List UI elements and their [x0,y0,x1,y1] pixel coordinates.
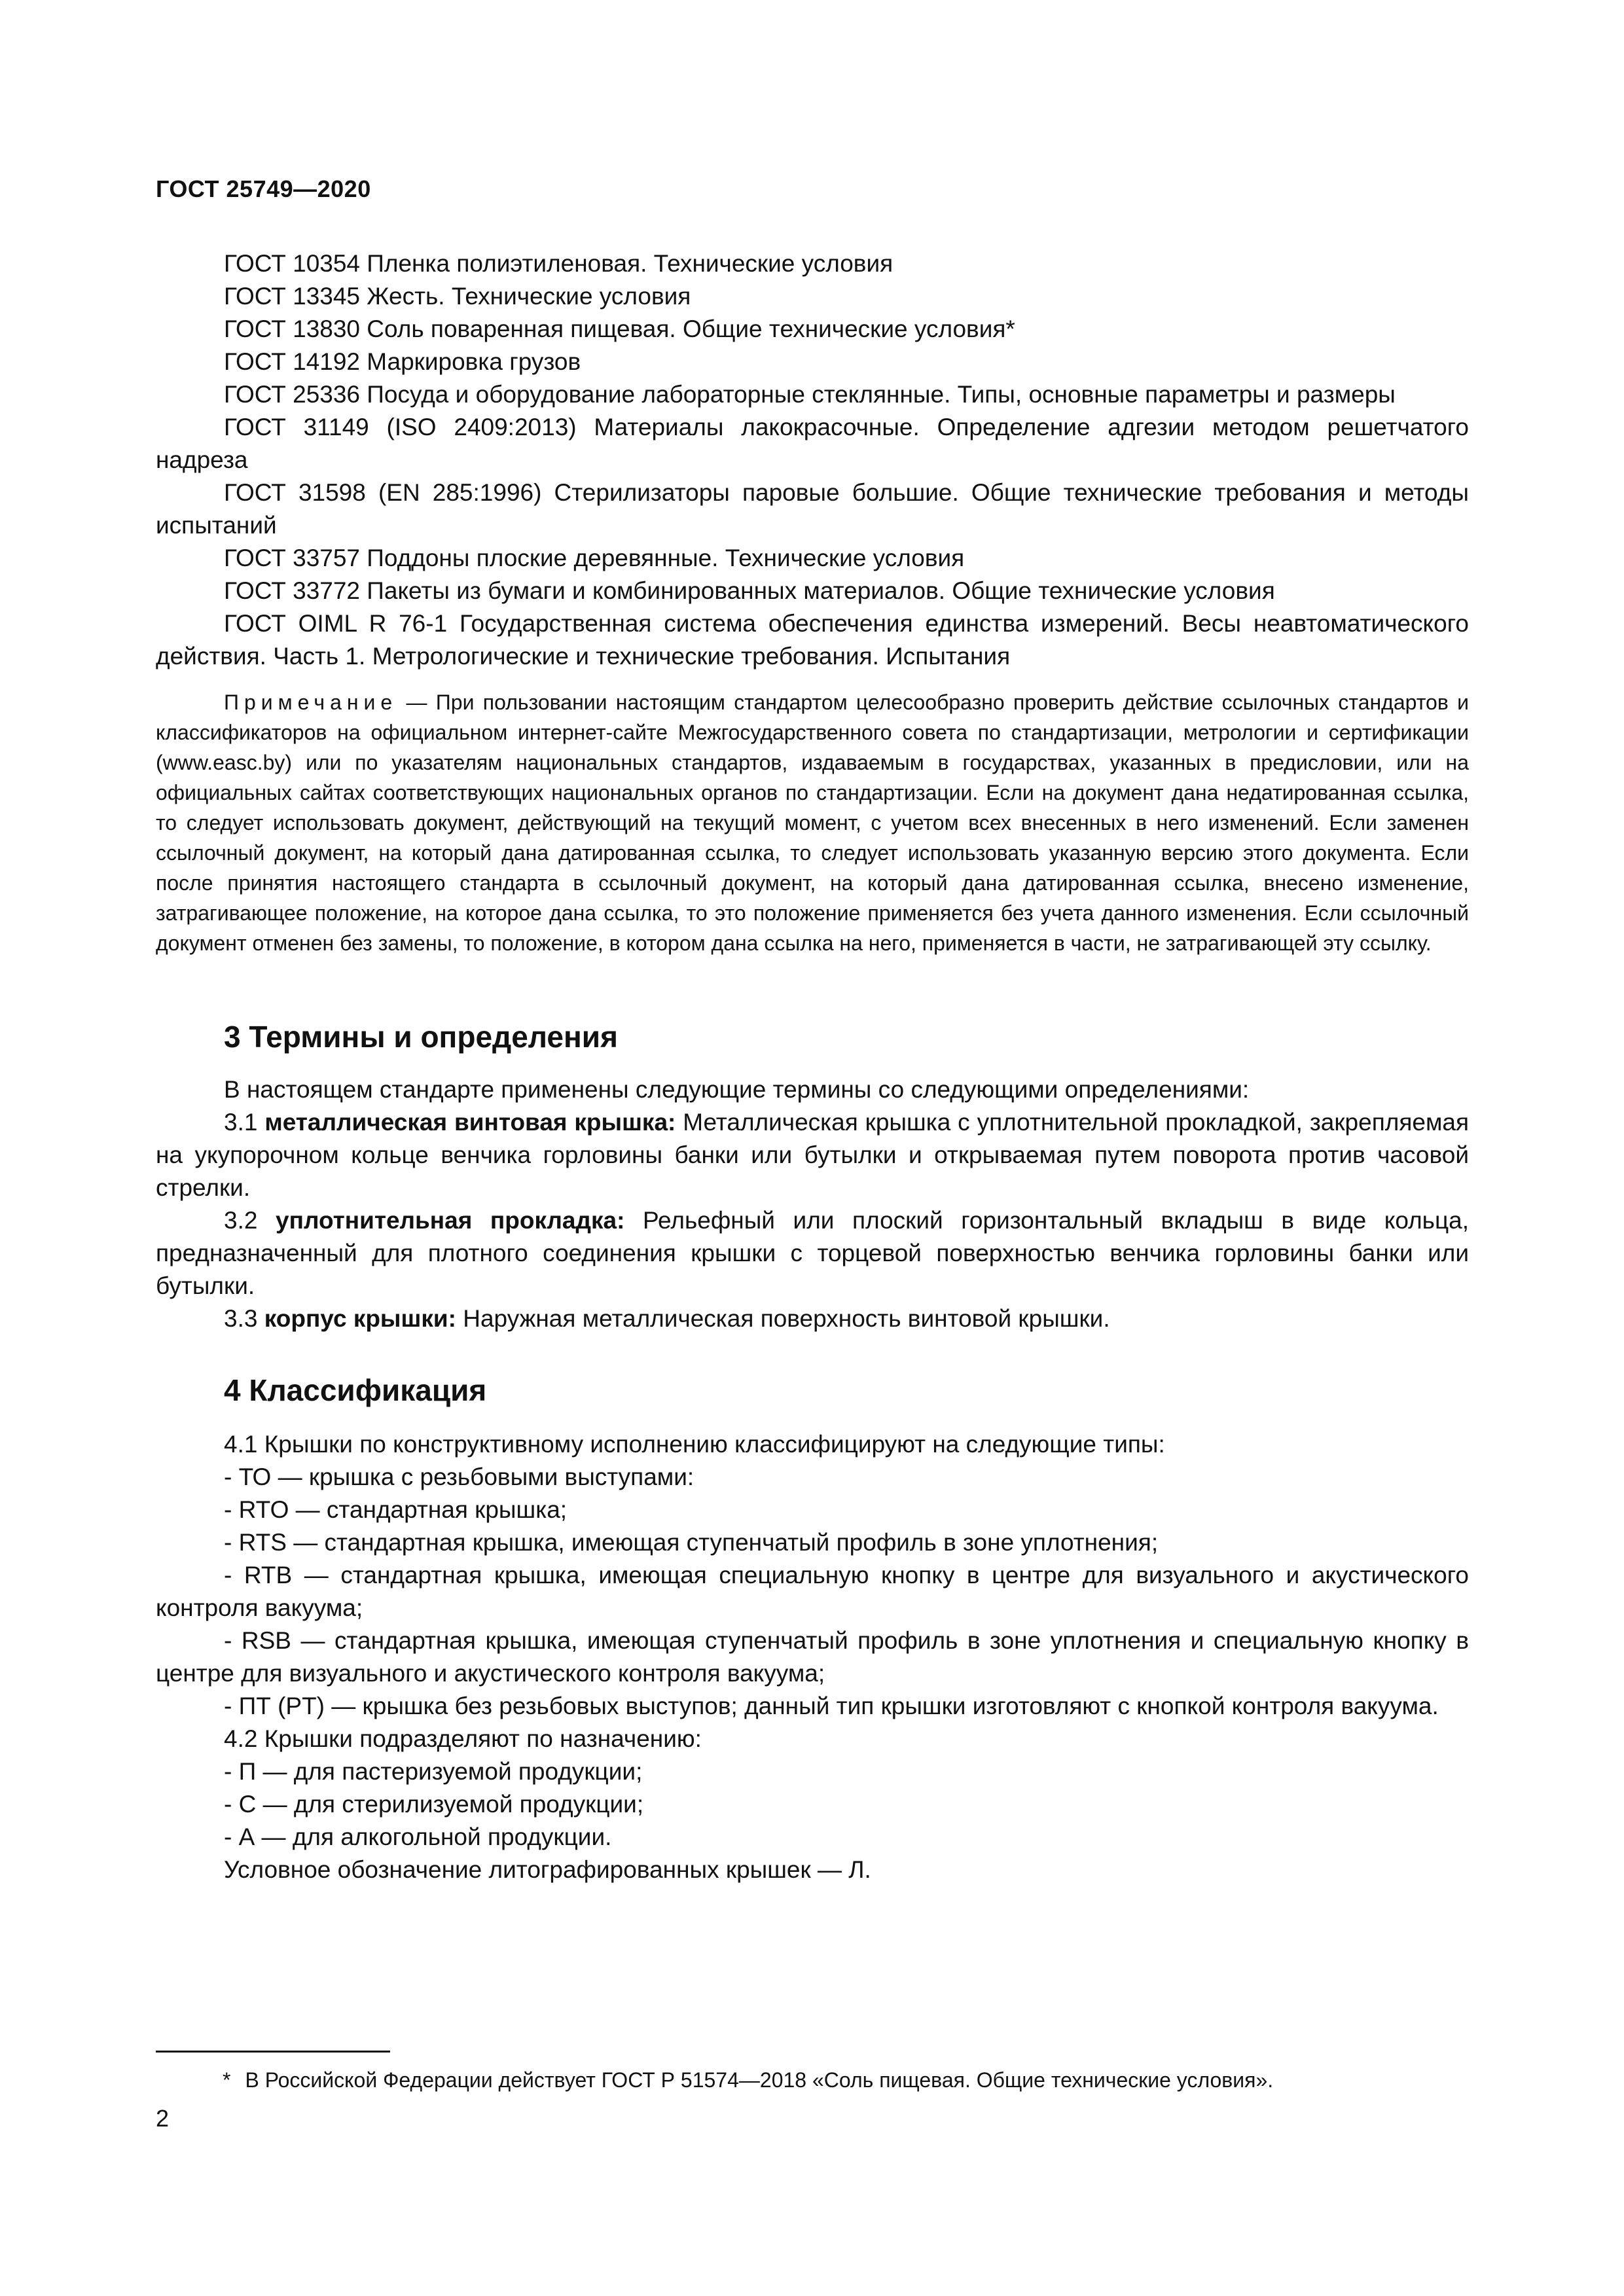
term-name: уплотнительная прокладка: [276,1207,625,1234]
reference-item: ГОСТ 33772 Пакеты из бумаги и комбинированных материалов. Общие технические условия [224,577,1275,604]
section-3-heading: 3 Термины и определения [224,1020,618,1054]
reference-item: ГОСТ OIML R 76-1 Государственная система обеспечения единства измерений. Весы неавтоматического действия. Часть 1. Метрологические и технические требования. Испытания [156,610,1469,670]
term-definition: Наружная металлическая поверхность винтовой крышки. [456,1305,1110,1332]
note-label: Примечание [224,691,398,714]
term-definition: Металлическая крышка с уплотнительной прокладкой, закрепляемая на укупорочном кольце венчика горловины банки или бутылки и открываемая путем поворота против часовой стрелки. [156,1109,1469,1201]
classification-list [156,1428,1469,1886]
classification-line: 4.2 Крышки подразделяют по назначению: [224,1725,702,1752]
classification-line: - П — для пастеризуемой продукции; [224,1758,643,1785]
reference-item: ГОСТ 25336 Посуда и оборудование лабораторные стеклянные. Типы, основные параметры и размеры [224,381,1396,408]
terms-intro: В настоящем стандарте применены следующие термины со следующими определениями: [224,1076,1250,1103]
footnote-text: В Российской Федерации действует ГОСТ Р 51574—2018 «Соль пищевая. Общие технические условия». [245,2068,1274,2092]
footnote [223,2066,1469,2094]
reference-item: ГОСТ 13345 Жесть. Технические условия [224,283,691,310]
classification-line: - RTS — стандартная крышка, имеющая ступенчатый профиль в зоне уплотнения; [224,1529,1159,1556]
term-number: 3.1 [224,1109,265,1136]
reference-item: ГОСТ 33757 Поддоны плоские деревянные. Технические условия [224,545,965,571]
term-item [156,1204,1469,1302]
classification-line: - RSB — стандартная крышка, имеющая ступенчатый профиль в зоне уплотнения и специальную кнопку в центре для визуального и акустического контроля вакуума; [156,1627,1469,1687]
classification-line: 4.1 Крышки по конструктивному исполнению классифицируют на следующие типы: [224,1431,1165,1458]
note-paragraph [156,687,1469,958]
page-body [156,247,1469,1886]
classification-line: - RTB — стандартная крышка, имеющая специальную кнопку в центре для визуального и акустического контроля вакуума; [156,1562,1469,1621]
footnote-mark: * [223,2068,231,2092]
term-name: корпус крышки: [264,1305,456,1332]
reference-item: ГОСТ 31149 (ISO 2409:2013) Материалы лакокрасочные. Определение адгезии методом решетчатого надреза [156,414,1469,473]
term-name: металлическая винтовая крышка: [264,1109,676,1136]
classification-line: - А — для алкогольной продукции. [224,1823,612,1850]
document-header: ГОСТ 25749—2020 [156,175,371,202]
footnote-divider [156,2051,390,2053]
reference-item: ГОСТ 31598 (EN 285:1996) Стерилизаторы паровые большие. Общие технические требования и методы испытаний [156,479,1469,539]
terms-list [156,1073,1469,1335]
term-item [156,1106,1469,1204]
normative-references [156,247,1469,673]
classification-line: - ПТ (PT) — крышка без резьбовых выступов; данный тип крышки изготовляют с кнопкой контроля вакуума. [224,1693,1439,1719]
classification-line: - RTO — стандартная крышка; [224,1496,568,1523]
classification-line: - С — для стерилизуемой продукции; [224,1791,644,1818]
classification-line: - ТО — крышка с резьбовыми выступами: [224,1463,695,1490]
note-text: — При пользовании настоящим стандартом целесообразно проверить действие ссылочных стандартов и классификаторов на официальном интернет-сайте Межгосударственного совета по стандартизации, метрологии и сертификации (www.easc.by) или по указателям национальных стандартов, издаваемым в государствах, указанных в предисловии, или на официальных сайтах соответствующих национальных органов по стандартизации. Если на документ дана недатированная ссылка, то следует использовать документ, действующий на текущий момент, с учетом всех внесенных в него изменений. Если заменен ссылочный документ, на который дана датированная ссылка, то следует использовать указанную версию этого документа. Если после принятия настоящего стандарта в ссылочный документ, на который дана датированная ссылка, внесено изменение, затрагивающее положение, на которое дана ссылка, то это положение применяется без учета данного изменения. Если ссылочный документ отменен без замены, то положение, в котором дана ссылка на него, применяется в части, не затрагивающей эту ссылку. [156,691,1469,955]
reference-item: ГОСТ 14192 Маркировка грузов [224,348,581,375]
section-4-heading: 4 Классификация [224,1373,487,1407]
term-item [156,1302,1469,1335]
page-number: 2 [156,2105,170,2132]
term-number: 3.2 [224,1207,276,1234]
classification-line: Условное обозначение литографированных крышек — Л. [224,1856,871,1883]
reference-item: ГОСТ 13830 Соль поваренная пищевая. Общие технические условия* [224,315,1015,342]
reference-item: ГОСТ 10354 Пленка полиэтиленовая. Технические условия [224,250,893,277]
term-number: 3.3 [224,1305,264,1332]
term-definition: Рельефный или плоский горизонтальный вкладыш в виде кольца, предназначенный для плотного соединения крышки с торцевой поверхностью венчика горловины банки или бутылки. [156,1207,1470,1299]
